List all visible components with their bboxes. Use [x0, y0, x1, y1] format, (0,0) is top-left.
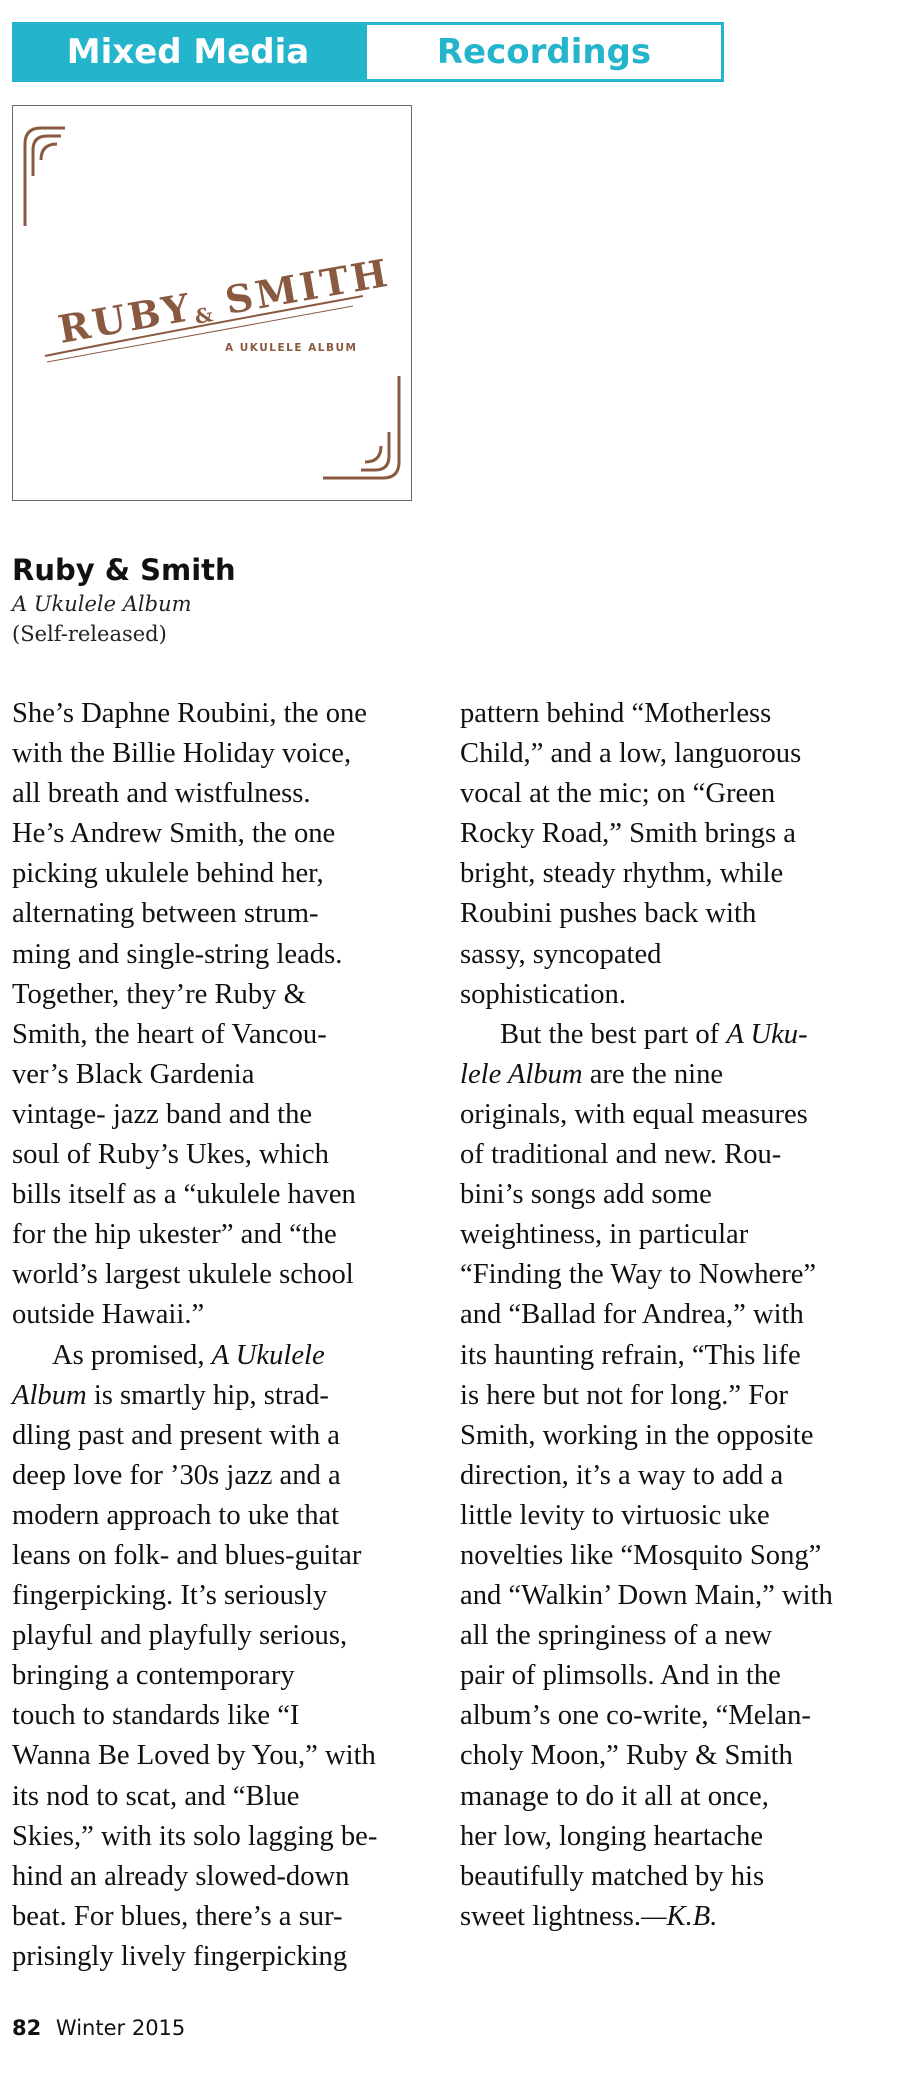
text-line: vintage- jazz band and the: [12, 1098, 313, 1130]
text-line: As promised, A Ukulele: [52, 1339, 325, 1371]
album-cover-art: [13, 106, 411, 500]
text-line: deep love for ’30s jazz and a: [12, 1459, 341, 1491]
text-line: for the hip ukester” and “the: [12, 1219, 337, 1251]
category-tab: Recordings: [364, 22, 724, 82]
text-line: its nod to scat, and “Blue: [12, 1780, 300, 1812]
text-line: bini’s songs add some: [460, 1179, 712, 1211]
text-line: its haunting refrain, “This life: [460, 1339, 801, 1371]
text-line: choly Moon,” Ruby & Smith: [460, 1740, 793, 1772]
text-line: bright, steady rhythm, while: [460, 858, 784, 890]
album-cover: [12, 105, 412, 501]
text-line: beat. For blues, there’s a sur-: [12, 1900, 343, 1932]
cover-title-left: RUBY: [54, 284, 196, 352]
text-line: Album is smartly hip, strad-: [12, 1379, 329, 1411]
text-line: playful and playfully serious,: [12, 1620, 348, 1652]
text-line: of traditional and new. Rou-: [460, 1139, 782, 1171]
album-title: Ruby & Smith: [12, 553, 236, 587]
author-initials: —K.B.: [641, 1900, 718, 1932]
text-line: bringing a contemporary: [12, 1660, 295, 1692]
text-line: dling past and present with a: [12, 1419, 340, 1451]
album-subtitle: A Ukulele Album: [12, 592, 192, 616]
text-line: Child,” and a low, languorous: [460, 738, 802, 770]
text-line: album’s one co-write, “Melan-: [460, 1700, 811, 1732]
text-line: pair of plimsolls. And in the: [460, 1660, 781, 1692]
text-line: touch to standards like “I: [12, 1700, 300, 1732]
text-line: weightiness, in particular: [460, 1219, 749, 1251]
text-line: sassy, syncopated: [460, 938, 662, 970]
text-line: vocal at the mic; on “Green: [460, 778, 776, 810]
page-footer: [12, 2016, 185, 2040]
review-column-right: [460, 694, 900, 1937]
section-header: [12, 22, 724, 82]
text-line: Roubini pushes back with: [460, 898, 757, 930]
text-line: is here but not for long.” For: [460, 1379, 788, 1411]
text-line: Rocky Road,” Smith brings a: [460, 818, 796, 850]
text-line: Wanna Be Loved by You,” with: [12, 1740, 376, 1772]
text-line: and “Walkin’ Down Main,” with: [460, 1580, 833, 1612]
text-line: leans on folk- and blues-guitar: [12, 1539, 362, 1571]
text-line: all breath and wistfulness.: [12, 778, 311, 810]
text-line: her low, longing heartache: [460, 1820, 764, 1852]
text-line: hind an already slowed-down: [12, 1860, 350, 1892]
text-line: ming and single-string leads.: [12, 938, 343, 970]
review-column-left: [12, 694, 432, 1977]
text-line: pattern behind “Motherless: [460, 698, 772, 729]
text-line: fingerpicking. It’s seriously: [12, 1580, 328, 1612]
cover-title-right: SMITH: [221, 249, 394, 323]
text-line: with the Billie Holiday voice,: [12, 738, 352, 770]
text-line: Smith, the heart of Vancou-: [12, 1018, 327, 1050]
text-line: bills itself as a “ukulele haven: [12, 1179, 356, 1211]
text-line: world’s largest ukulele school: [12, 1259, 354, 1291]
cover-title-amp: &: [192, 302, 215, 329]
text-line: He’s Andrew Smith, the one: [12, 818, 336, 850]
section-tab: Mixed Media: [12, 22, 364, 82]
text-line: ver’s Black Gardenia: [12, 1058, 255, 1090]
text-line: Smith, working in the opposite: [460, 1419, 814, 1451]
text-line: manage to do it all at once,: [460, 1780, 769, 1812]
text-line: novelties like “Mosquito Song”: [460, 1539, 822, 1571]
issue-date: Winter 2015: [55, 2016, 186, 2040]
text-line: originals, with equal measures: [460, 1098, 808, 1130]
text-line: little levity to virtuosic uke: [460, 1499, 770, 1531]
corner-ornament-top-left: [25, 128, 65, 226]
text-line: and “Ballad for Andrea,” with: [460, 1299, 804, 1331]
text-line: But the best part of A Uku-: [500, 1018, 808, 1050]
text-line: Together, they’re Ruby &: [12, 978, 306, 1010]
album-label: (Self-released): [12, 622, 167, 646]
text-line: alternating between strum-: [12, 898, 319, 930]
text-line: picking ukulele behind her,: [12, 858, 324, 890]
text-line: modern approach to uke that: [12, 1499, 340, 1531]
text-line: sweet lightness.—K.B.: [460, 1900, 718, 1932]
text-line: Skies,” with its solo lagging be-: [12, 1820, 378, 1852]
page-number: 82: [12, 2016, 42, 2040]
text-line: beautifully matched by his: [460, 1860, 765, 1892]
text-line: all the springiness of a new: [460, 1620, 773, 1652]
text-line: outside Hawaii.”: [12, 1299, 205, 1331]
text-line: sophistication.: [460, 978, 626, 1010]
text-line: soul of Ruby’s Ukes, which: [12, 1139, 329, 1171]
text-line: “Finding the Way to Nowhere”: [460, 1259, 817, 1291]
text-line: prisingly lively fingerpicking: [12, 1940, 348, 1972]
cover-tagline: A UKULELE ALBUM: [225, 342, 358, 354]
text-line: direction, it’s a way to add a: [460, 1459, 784, 1491]
text-line: lele Album are the nine: [460, 1058, 724, 1090]
corner-ornament-bottom-right: [323, 376, 399, 478]
text-line: She’s Daphne Roubini, the one: [12, 698, 367, 729]
